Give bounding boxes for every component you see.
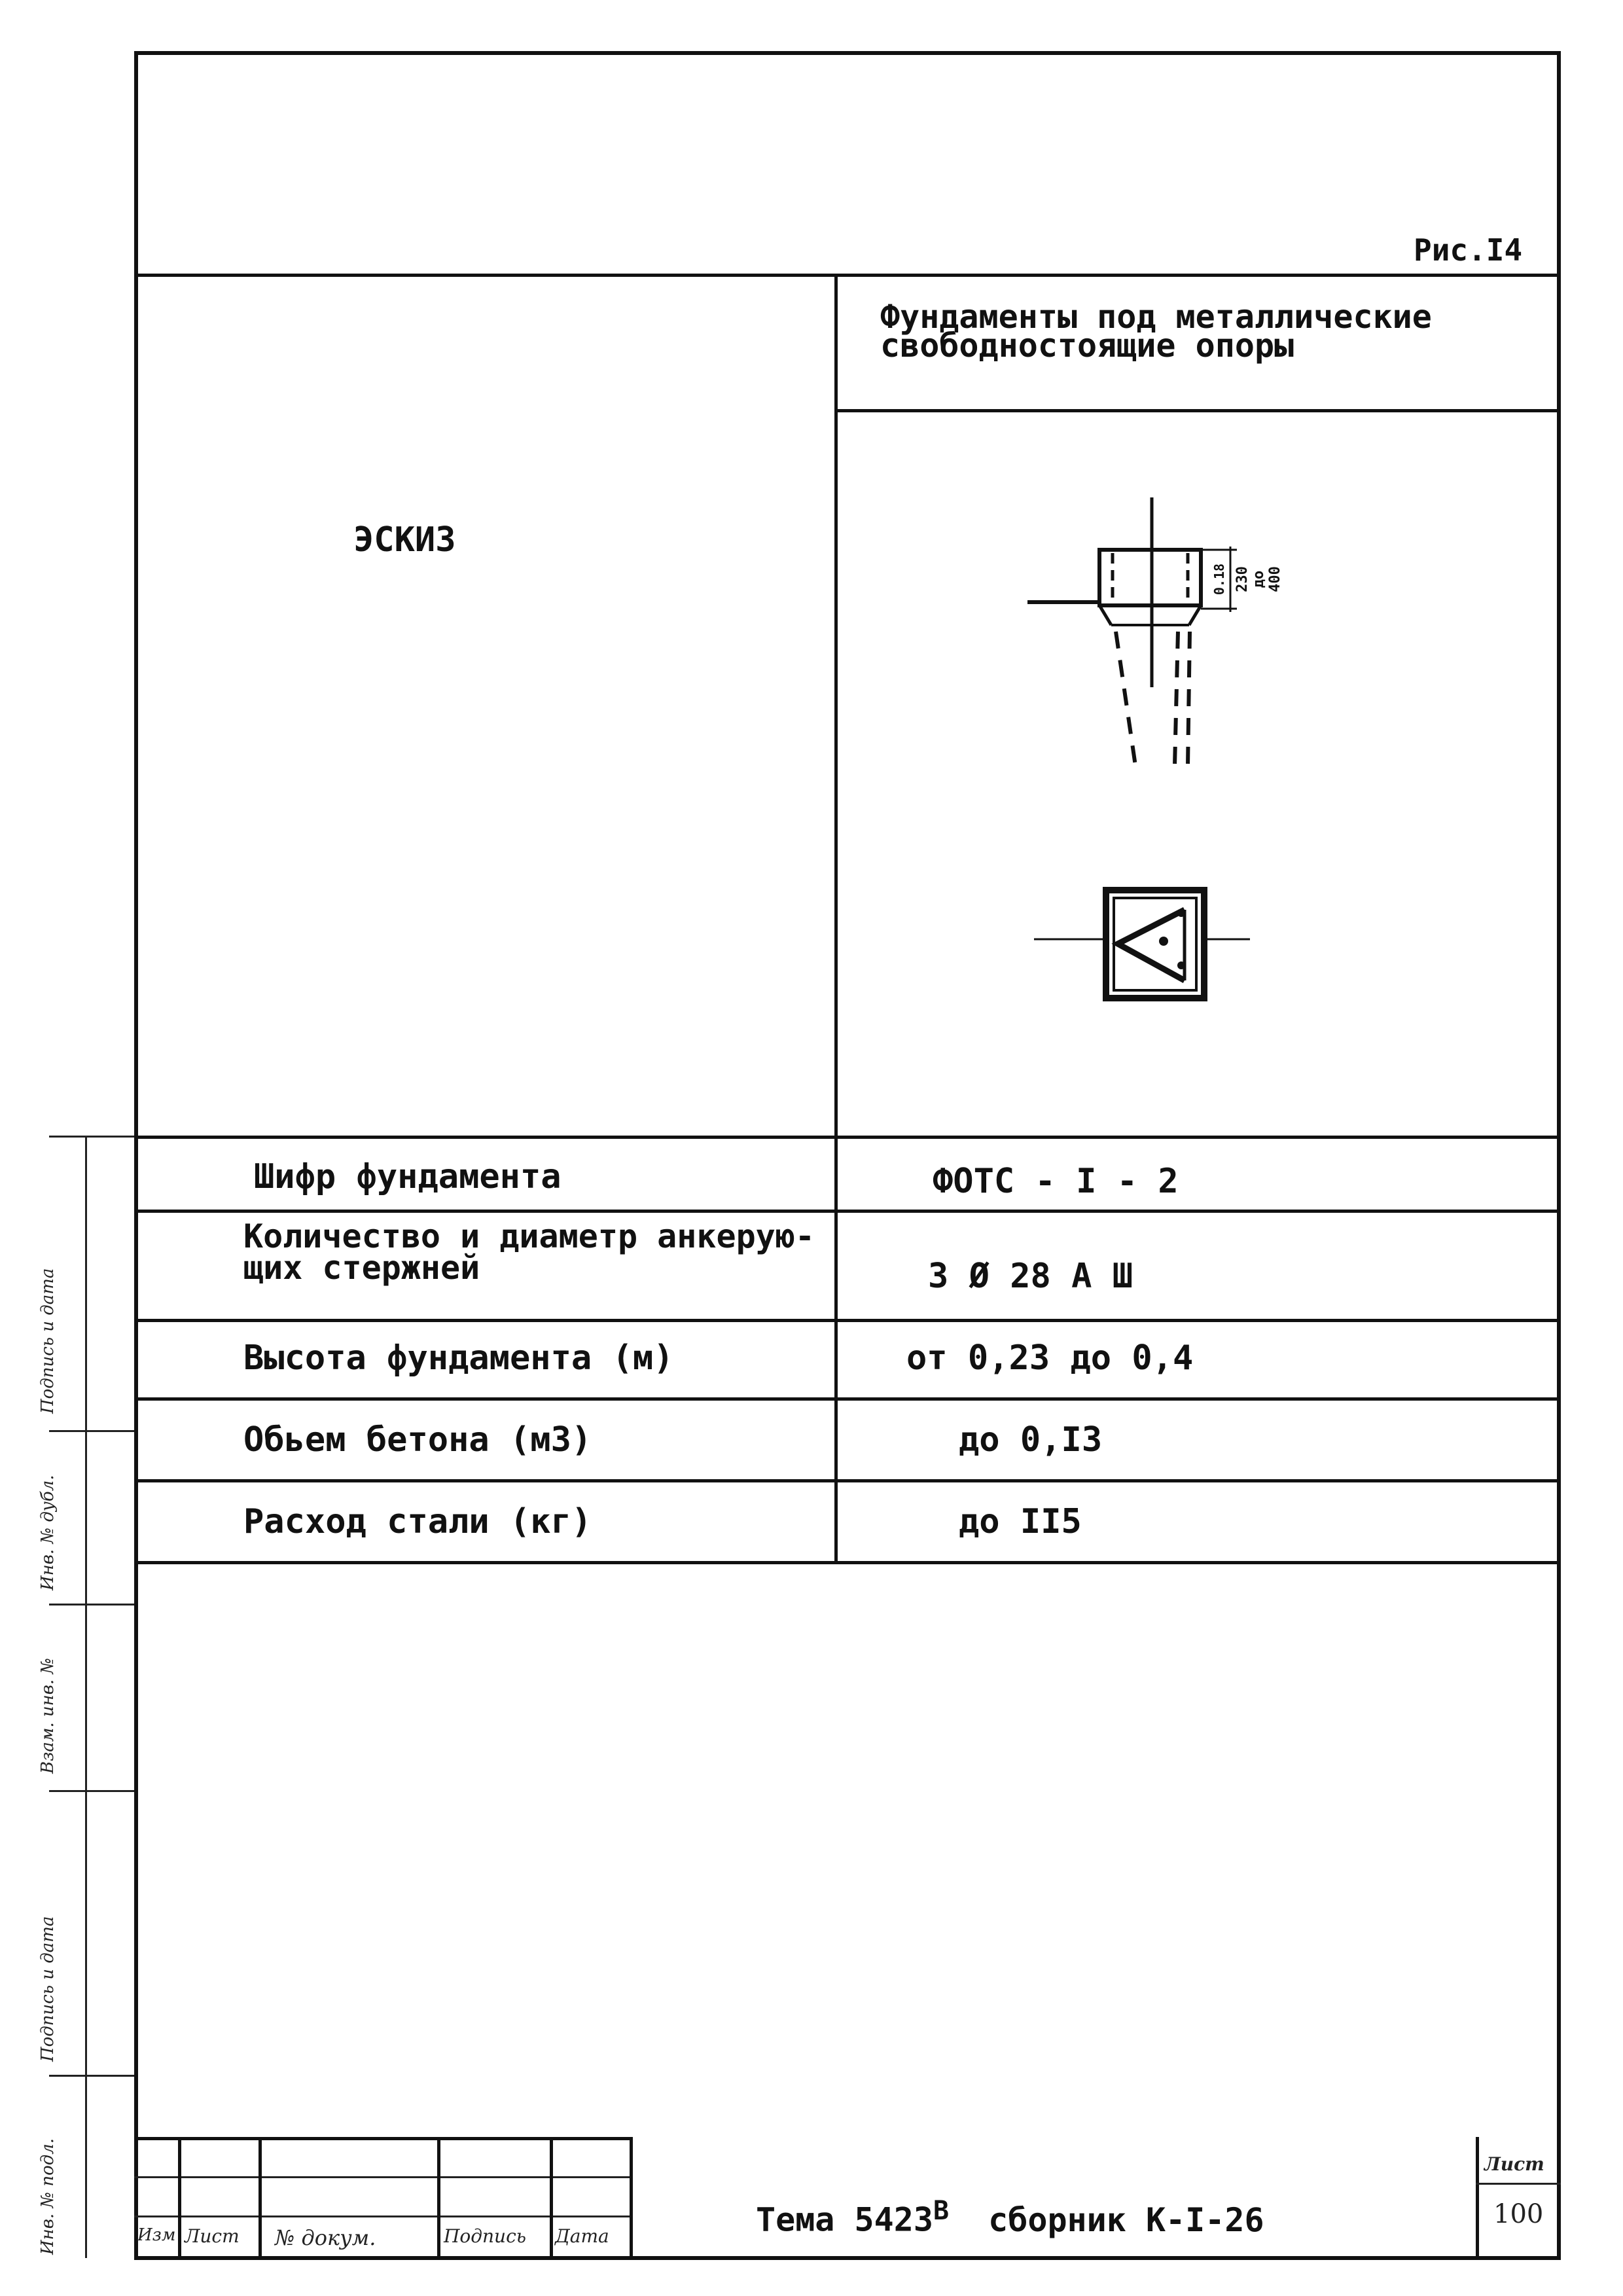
table-bottom-line [134, 1561, 1561, 1564]
table-row-line-3 [134, 1397, 1561, 1401]
header-separator [134, 274, 1561, 277]
drawing-frame [134, 51, 1561, 2260]
table-row-label: Количество и диаметр анкерую- щих стержней [243, 1217, 815, 1287]
table-row-value: от 0,23 до 0,4 [906, 1338, 1194, 1378]
title-block-col-5 [630, 2137, 633, 2260]
sketch-label: ЭСКИЗ [353, 520, 456, 560]
side-stamp-label: Подпись и дата [38, 1268, 58, 1414]
foundation-drawing [838, 412, 1558, 1132]
side-stamp-label: Инв. № подл. [38, 2138, 58, 2255]
table-row-label: Шифр фундамента [254, 1157, 562, 1196]
sheet-box-left [1476, 2137, 1479, 2260]
side-stamp-label: Инв. № дубл. [38, 1475, 58, 1590]
title-block-col-2 [259, 2137, 262, 2260]
drawing-title: Фундаменты под металлические свободностоящие опоры [880, 298, 1432, 365]
side-stamp-inner-line [85, 1136, 87, 2258]
sheet-box-divider [1476, 2183, 1561, 2185]
title-block-col-1 [178, 2137, 181, 2260]
theme-suffix: В [933, 2196, 950, 2226]
title-block-row-2 [134, 2215, 632, 2217]
dim-text-3: до [1251, 570, 1267, 588]
side-stamp-label: Взам. инв. № [38, 1657, 58, 1774]
table-row-value: до 0,I3 [959, 1420, 1103, 1460]
theme-text [756, 2196, 1264, 2239]
table-row-value: ФОТС - I - 2 [933, 1162, 1179, 1201]
title-block-row-1 [134, 2176, 632, 2178]
table-row-line-2 [134, 1319, 1561, 1322]
title-block-top [134, 2137, 632, 2140]
table-row-label: Обьем бетона (м3) [243, 1420, 592, 1460]
dim-text-4: 400 [1267, 566, 1283, 592]
table-row-value: до II5 [959, 1502, 1082, 1541]
side-stamp-divider-3 [49, 1790, 134, 1792]
column-label-list: Лист [185, 2225, 240, 2247]
collection-label: сборник К-I-26 [988, 2200, 1264, 2239]
sheet-number: 100 [1493, 2199, 1544, 2229]
theme-number: Тема 5423 [756, 2200, 933, 2239]
side-stamp-label: Подпись и дата [38, 1916, 58, 2062]
table-row-label: Высота фундамента (м) [243, 1338, 674, 1378]
side-stamp-top [49, 1136, 134, 1138]
side-stamp-divider-2 [49, 1604, 134, 1605]
title-block-col-3 [437, 2137, 440, 2260]
side-stamp-divider-4 [49, 2075, 134, 2077]
table-top-line [134, 1136, 1561, 1139]
table-row-value: 3 Ø 28 А Ш [928, 1257, 1133, 1296]
column-label-izm: Изм [137, 2225, 176, 2245]
table-row-line-1 [134, 1210, 1561, 1213]
dim-text-2: 230 [1234, 566, 1251, 592]
sheet-label: Лист [1484, 2153, 1544, 2175]
column-label-doc: № докум. [275, 2225, 376, 2250]
title-block-col-4 [550, 2137, 553, 2260]
column-label-date: Дата [555, 2225, 609, 2247]
table-row-label: Расход стали (кг) [243, 1502, 592, 1541]
dim-text-1: 0.18 [1211, 563, 1227, 596]
side-stamp-divider-1 [49, 1430, 134, 1432]
table-row-line-4 [134, 1479, 1561, 1482]
column-label-sign: Подпись [444, 2225, 527, 2247]
figure-label: Рис.I4 [1414, 232, 1523, 268]
